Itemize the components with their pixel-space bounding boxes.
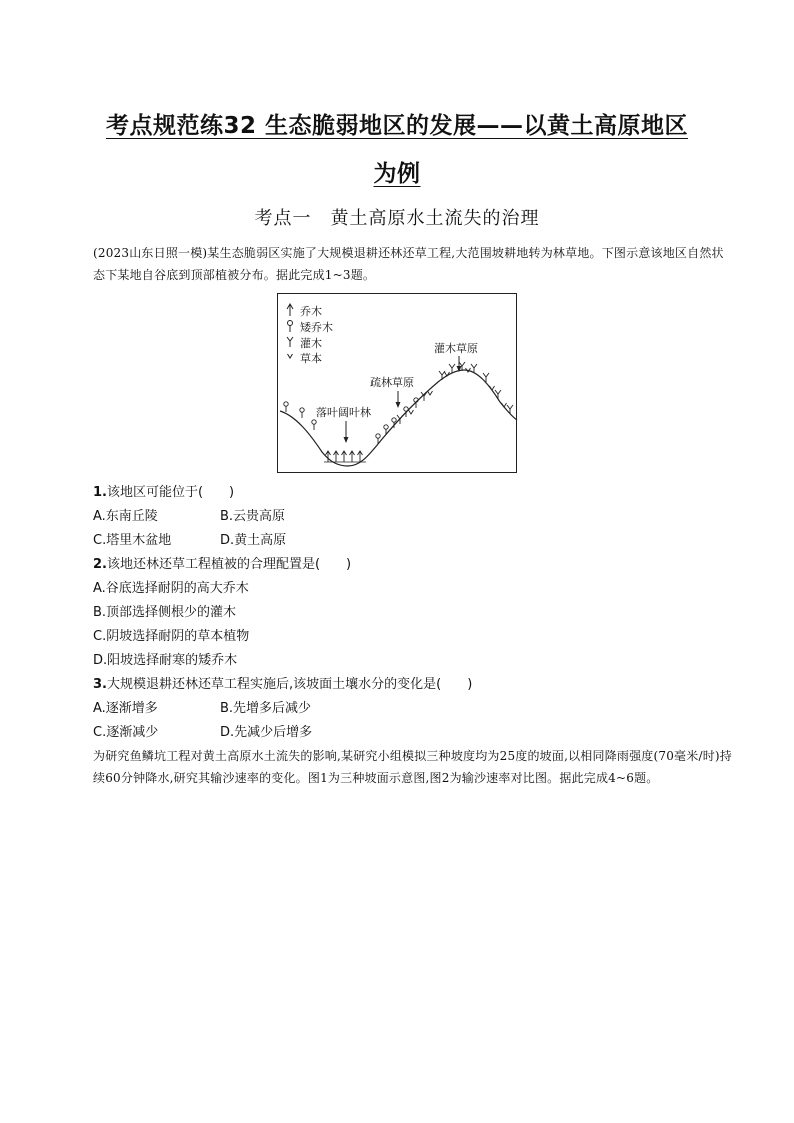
legend-tree-icon bbox=[287, 304, 293, 316]
grass-symbol bbox=[445, 372, 450, 376]
grass-symbol bbox=[502, 403, 507, 407]
arrow-deciduous-forest bbox=[344, 421, 349, 443]
question-1 bbox=[93, 484, 234, 502]
shrub-symbol bbox=[495, 390, 501, 399]
legend-grass-icon bbox=[288, 354, 293, 358]
q3-option-c[interactable]: C.逐渐减少 bbox=[93, 725, 159, 740]
label-sparse-forest-grassland: 疏林草原 bbox=[370, 376, 414, 389]
vegetation-profile-figure bbox=[277, 293, 517, 473]
page-title: 考点规范练32 生态脆弱地区的发展——以黄土高原地区 bbox=[105, 113, 688, 139]
page-title-line2: 为例 bbox=[373, 161, 421, 187]
question-2-stem: 该地还林还草工程植被的合理配置是( ) bbox=[106, 557, 352, 572]
q1-option-c[interactable]: C.塔里木盆地 bbox=[93, 533, 172, 548]
intro-paragraph-1: (2023山东日照一模)某生态脆弱区实施了大规模退耕还林还草工程,大范围坡耕地转为林草地。下图示意该地区自然状态下某地自谷底到顶部植被分布。据此完成1~3题。 bbox=[93, 246, 724, 282]
intro-paragraph-2: 为研究鱼鳞坑工程对黄土高原水土流失的影响,某研究小组模拟三种坡度均为25度的坡面,以相同降雨强度(70毫米/时)持续60分钟降水,研究其输沙速率的变化。图1为三种坡面示意图,图2为输沙速率对比图。据此完成4~6题。 bbox=[93, 749, 732, 785]
grass-symbol bbox=[409, 410, 414, 414]
legend-shrub-icon bbox=[287, 337, 293, 347]
q2-option-b[interactable]: B.顶部选择侧根少的灌木 bbox=[93, 605, 237, 620]
shrub-symbol bbox=[507, 405, 513, 414]
legend-shrub-label: 灌木 bbox=[300, 337, 322, 350]
label-deciduous-forest: 落叶阔叶林 bbox=[316, 406, 371, 419]
legend-tree-label: 乔木 bbox=[300, 305, 322, 318]
q2-option-c[interactable]: C.阴坡选择耐阴的草本植物 bbox=[93, 629, 250, 644]
grass-symbol bbox=[428, 391, 433, 395]
legend-small-tree-label: 矮乔木 bbox=[300, 321, 333, 334]
shrub-symbol bbox=[439, 371, 445, 380]
question-1-number: 1. bbox=[93, 485, 107, 500]
vegetation-profile-svg bbox=[278, 294, 518, 474]
small-tree-symbol bbox=[404, 407, 408, 417]
q2-option-a[interactable]: A.谷底选择耐阴的高大乔木 bbox=[93, 581, 249, 596]
question-2-number: 2. bbox=[93, 557, 107, 572]
label-shrub-grassland: 灌木草原 bbox=[434, 342, 478, 355]
legend-grass-label: 草本 bbox=[300, 352, 322, 365]
tree-symbol bbox=[334, 451, 339, 462]
q3-option-d[interactable]: D.先减少后增多 bbox=[220, 725, 313, 740]
small-tree-symbol bbox=[284, 402, 288, 412]
question-3-stem: 大规模退耕还林还草工程实施后,该坡面土壤水分的变化是( ) bbox=[106, 677, 473, 692]
q1-option-d[interactable]: D.黄土高原 bbox=[220, 533, 287, 548]
arrow-sparse-forest bbox=[396, 391, 401, 408]
q1-option-a[interactable]: A.东南丘陵 bbox=[93, 509, 158, 524]
small-tree-symbol bbox=[300, 408, 304, 418]
shrub-symbol bbox=[397, 415, 403, 424]
q1-option-b[interactable]: B.云贵高原 bbox=[220, 509, 286, 524]
grass-symbol bbox=[490, 386, 495, 390]
tree-symbol bbox=[342, 451, 347, 462]
small-tree-symbol bbox=[312, 420, 316, 430]
section-title: 考点一 黄土高原水土流失的治理 bbox=[254, 208, 540, 229]
question-1-stem: 该地区可能位于( ) bbox=[106, 485, 235, 500]
question-3 bbox=[93, 676, 472, 694]
q3-option-a[interactable]: A.逐渐增多 bbox=[93, 701, 158, 716]
question-3-number: 3. bbox=[93, 677, 107, 692]
q2-option-d[interactable]: D.阳坡选择耐寒的矮乔木 bbox=[93, 653, 238, 668]
legend-small-tree-icon bbox=[288, 321, 293, 333]
question-2 bbox=[93, 556, 351, 574]
tree-symbol bbox=[350, 451, 355, 462]
q3-option-b[interactable]: B.先增多后减少 bbox=[220, 701, 312, 716]
